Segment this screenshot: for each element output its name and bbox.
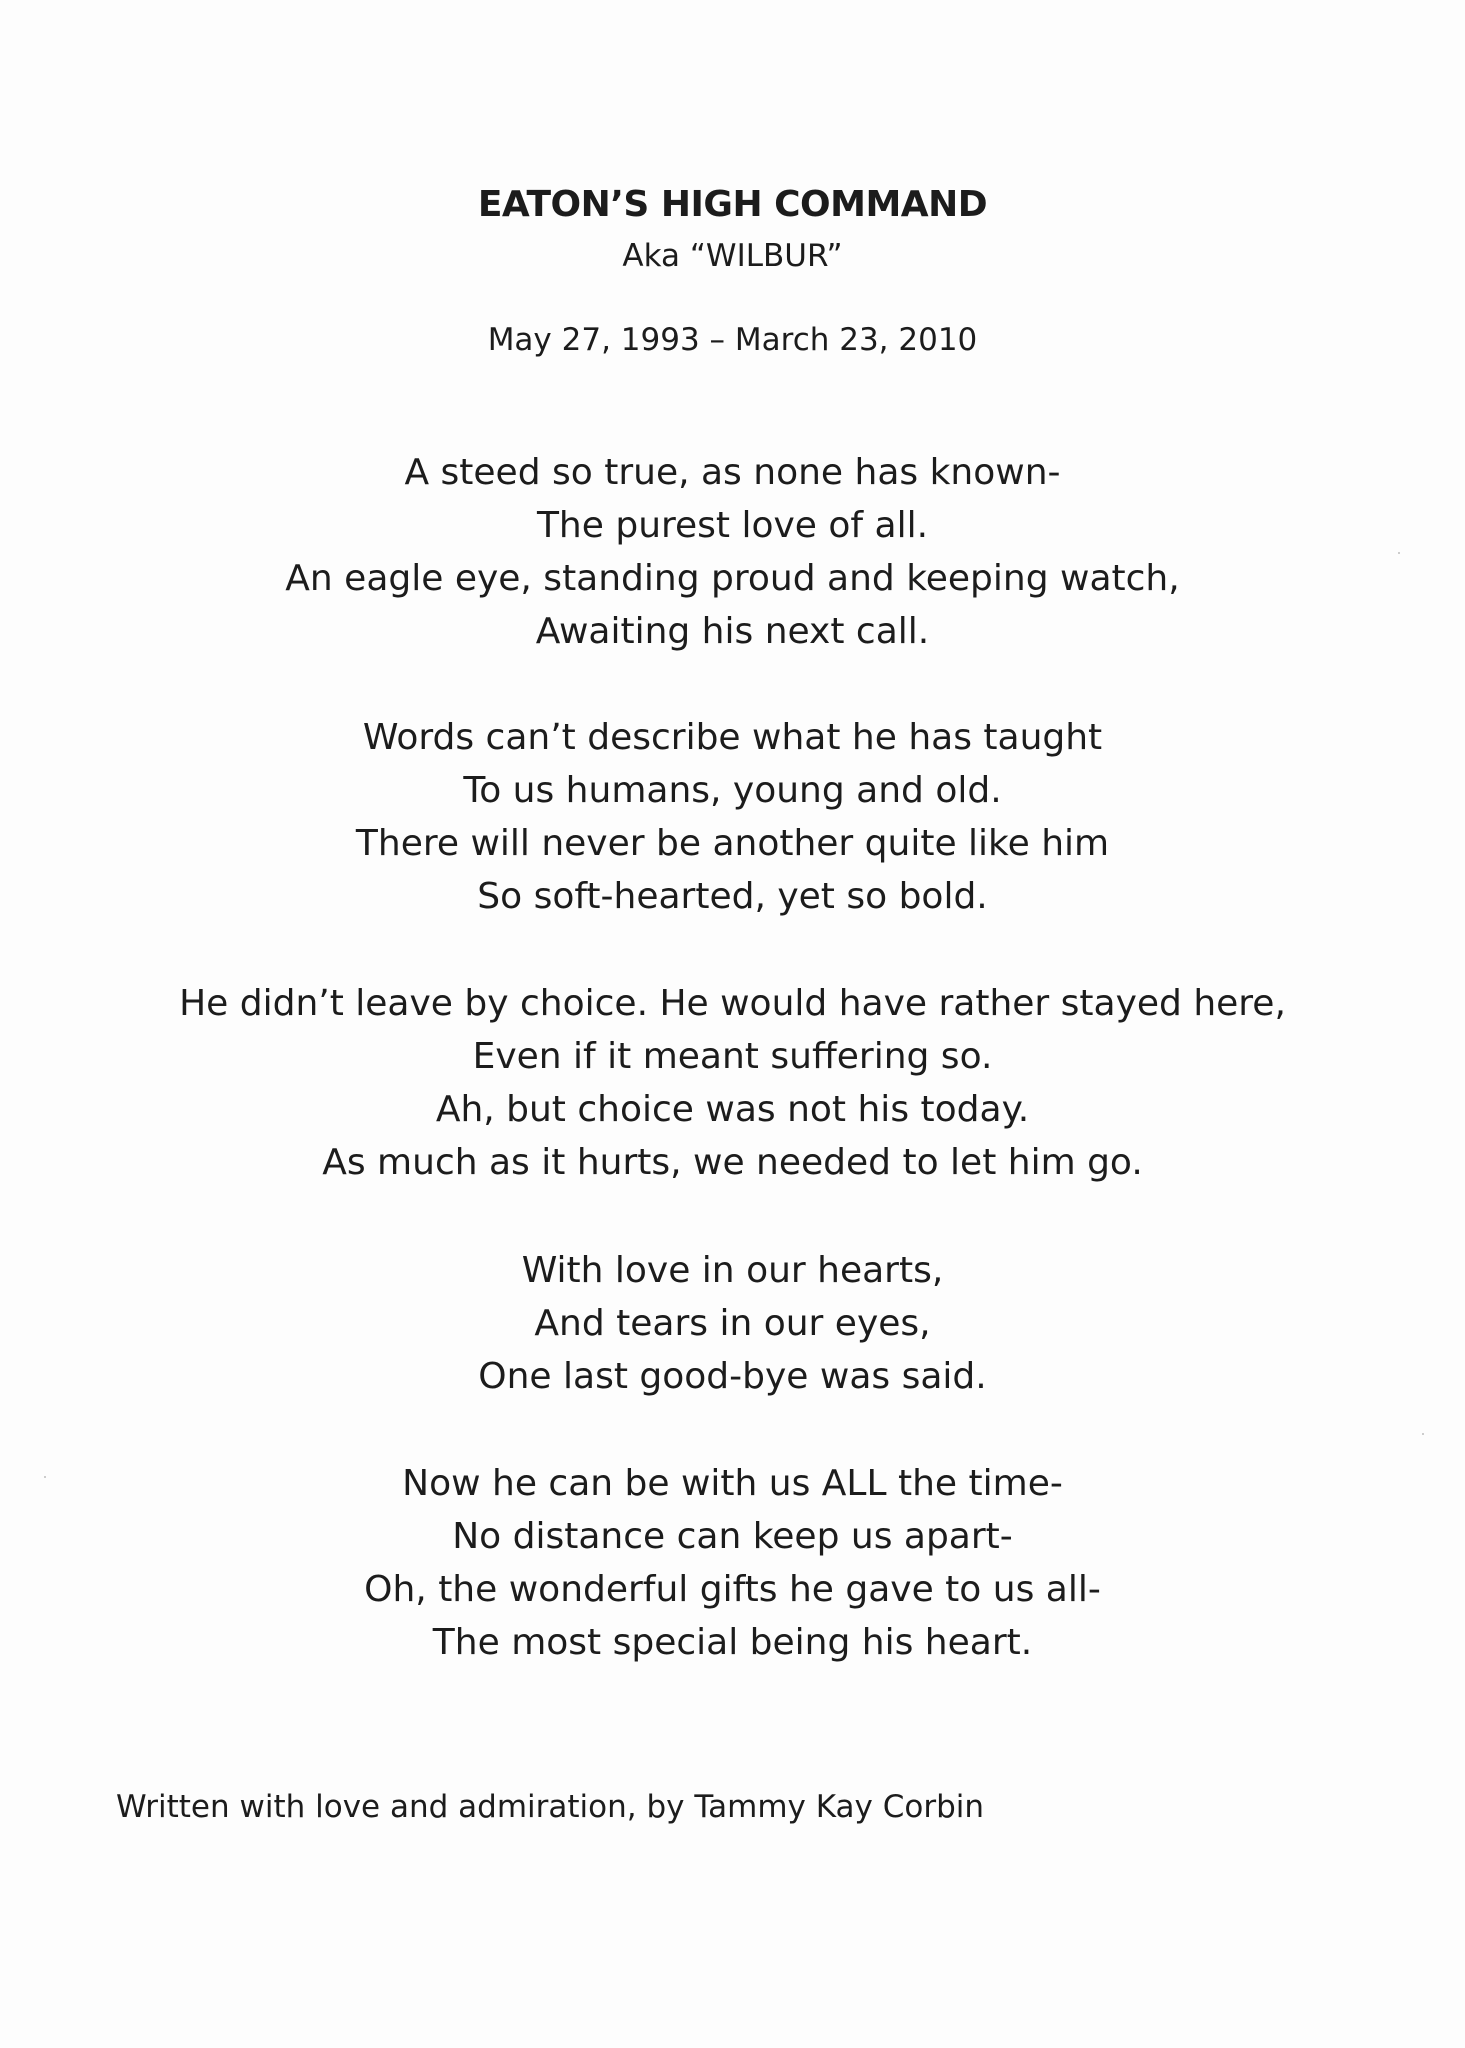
poem-line: With love in our hearts,	[521, 1250, 944, 1291]
poem-stanza	[0, 977, 1465, 1189]
scan-speck	[1422, 1433, 1424, 1435]
poem-line: A steed so true, as none has known-	[404, 452, 1061, 493]
poem-line: Oh, the wonderful gifts he gave to us all-	[364, 1569, 1101, 1610]
poem-line: Ah, but choice was not his today.	[435, 1089, 1030, 1130]
poem-line: The most special being his heart.	[432, 1622, 1033, 1663]
poem-line: There will never be another quite like him	[355, 823, 1110, 864]
author-signature-line: Written with love and admiration, by Tammy Kay Corbin	[116, 1789, 985, 1825]
poem-line: As much as it hurts, we needed to let him go.	[322, 1142, 1143, 1183]
document-dates: May 27, 1993 – March 23, 2010	[487, 322, 978, 358]
poem-stanza	[0, 446, 1465, 658]
document-title: EATON’S HIGH COMMAND	[477, 184, 988, 225]
poem-line: He didn’t leave by choice. He would have rather stayed here,	[179, 983, 1286, 1024]
poem-line: Now he can be with us ALL the time-	[402, 1463, 1063, 1504]
poem-stanza	[0, 1457, 1465, 1669]
poem-line: Awaiting his next call.	[535, 611, 930, 652]
poem-stanza	[0, 1244, 1465, 1403]
poem-line: So soft-hearted, yet so bold.	[477, 876, 988, 917]
poem-line: And tears in our eyes,	[534, 1303, 931, 1344]
poem-line: To us humans, young and old.	[463, 770, 1002, 811]
poem-line: One last good-bye was said.	[478, 1356, 987, 1397]
poem-line: Words can’t describe what he has taught	[362, 717, 1103, 758]
poem-line: No distance can keep us apart-	[452, 1516, 1013, 1557]
poem-line: An eagle eye, standing proud and keeping watch,	[285, 558, 1180, 599]
scan-speck	[44, 1476, 46, 1478]
poem-line: The purest love of all.	[536, 505, 929, 546]
poem-stanza	[0, 711, 1465, 923]
scan-speck	[1398, 552, 1400, 554]
document-subtitle: Aka “WILBUR”	[622, 238, 843, 274]
poem-line: Even if it meant suffering so.	[472, 1036, 993, 1077]
